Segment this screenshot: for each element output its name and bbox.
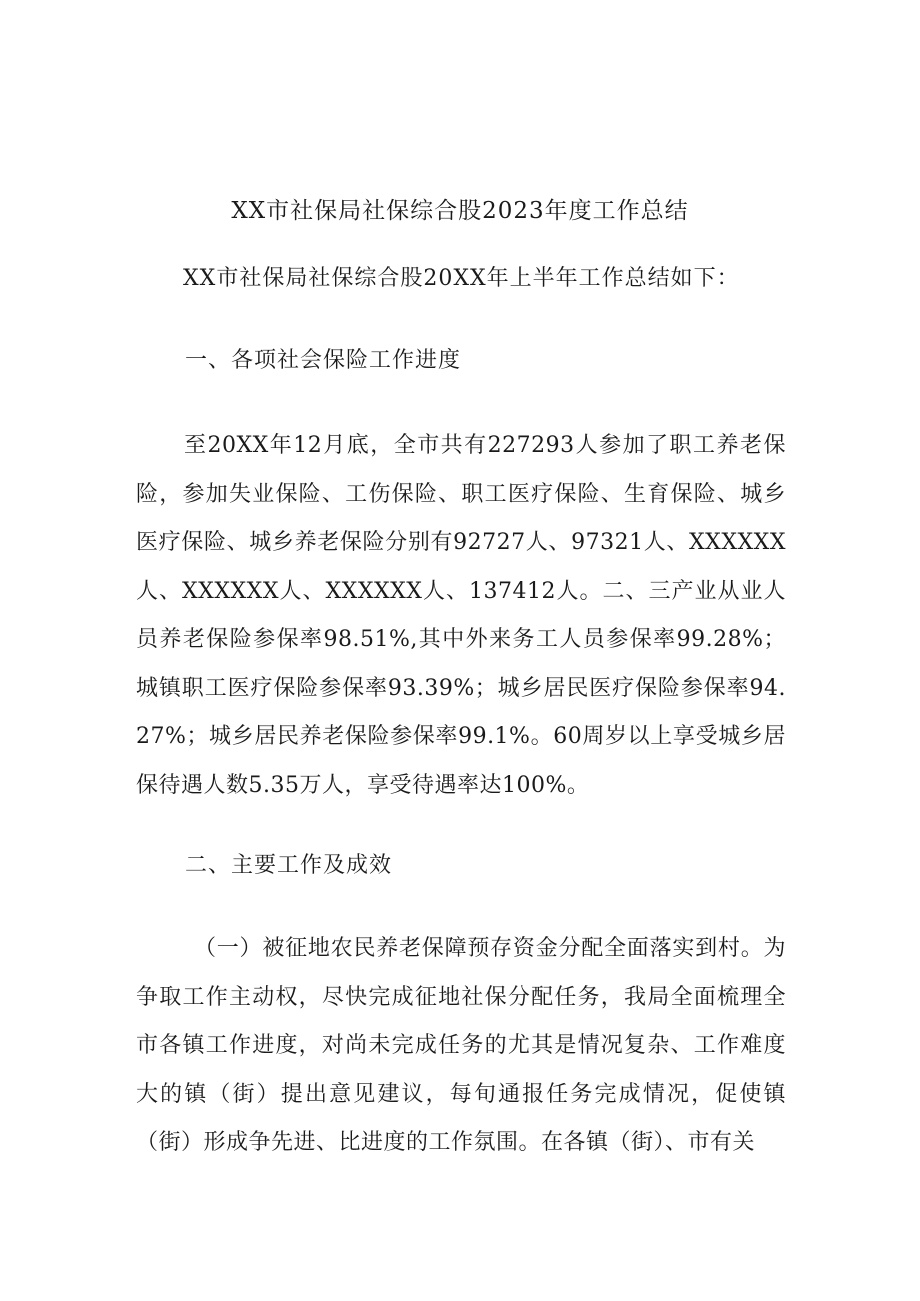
section-heading-main-work: 二、主要工作及成效: [185, 853, 393, 878]
intro-line: XX市社保局社保综合股20XX年上半年工作总结如下：: [183, 266, 740, 291]
section-paragraph-main-work: （一）被征地农民养老保障预存资金分配全面落实到村。为争取工作主动权，尽快完成征地社保分配任务，我局全面梳理全市各镇工作进度，对尚未完成任务的尤其是情况复杂、工作难度大的镇（街）提出意见建议，每旬通报任务完成情况，促使镇（街）形成争先进、比进度的工作氛围。在各镇（街）、市有关: [136, 936, 786, 1155]
section-heading-progress: 一、各项社会保险工作进度: [185, 348, 462, 373]
document-title: XX市社保局社保综合股2023年度工作总结: [231, 198, 689, 224]
section-paragraph-progress: 至20XX年12月底，全市共有227293人参加了职工养老保险，参加失业保险、工伤保险、职工医疗保险、生育保险、城乡医疗保险、城乡养老保险分别有92727人、97321人、XXXXXX人、XXXXXX人、XXXXXX人、137412人。二、三产业从业人员养老保险参保率98.51%,其中外来务工人员参保率99.28%；城镇职工医疗保险参保率93.39%；城乡居民医疗保险参保率94.27%；城乡居民养老保险参保率99.1%。60周岁以上享受城乡居保待遇人数5.35万人，享受待遇率达100%。: [136, 433, 786, 798]
